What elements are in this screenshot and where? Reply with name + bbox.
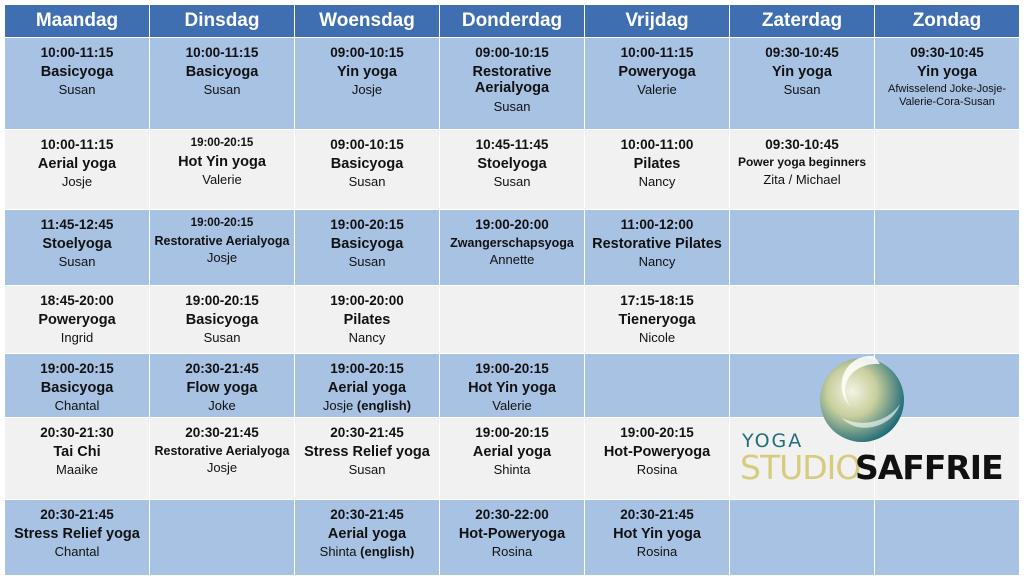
class-time: 19:00-20:15 (190, 217, 254, 229)
class-time: 19:00-20:15 (330, 361, 404, 376)
class-slot (295, 286, 440, 354)
empty-slot (730, 500, 875, 576)
class-teacher: Rosina (636, 544, 678, 560)
class-slot (585, 286, 730, 354)
class-teacher-line (442, 253, 582, 268)
class-teacher: Valerie (202, 172, 242, 188)
class-teacher: Valerie (637, 82, 677, 98)
class-time: 20:30-21:45 (185, 425, 259, 440)
class-slot (585, 130, 730, 210)
class-time: 18:45-20:00 (40, 293, 114, 308)
class-slot (440, 38, 585, 130)
empty-slot (875, 354, 1020, 418)
class-time: 09:30-10:45 (765, 137, 839, 152)
day-header-thursday: Donderdag (440, 5, 585, 38)
class-name: Yin yoga (917, 64, 977, 81)
class-slot (5, 38, 150, 130)
class-teacher-line (442, 399, 582, 414)
class-teacher-line (587, 545, 727, 560)
class-slot (440, 210, 585, 286)
class-time: 20:30-21:45 (185, 361, 259, 376)
class-teacher-line (7, 545, 147, 560)
language-note: (english) (360, 544, 415, 560)
empty-slot (730, 354, 875, 418)
class-time: 19:00-20:00 (330, 293, 404, 308)
class-time: 19:00-20:15 (190, 137, 254, 149)
class-teacher-line (877, 83, 1017, 108)
class-time: 19:00-20:15 (330, 217, 404, 232)
class-slot (150, 418, 295, 500)
class-slot (585, 418, 730, 500)
class-name: Tieneryoga (618, 312, 696, 329)
class-teacher: Valerie (492, 398, 532, 414)
class-time: 19:00-20:15 (475, 425, 549, 440)
class-slot (150, 130, 295, 210)
class-slot (585, 210, 730, 286)
logo-saffrie-text: SAFFRIE (855, 448, 1003, 487)
class-slot (295, 38, 440, 130)
class-teacher: Rosina (491, 544, 533, 560)
empty-slot (875, 130, 1020, 210)
class-time: 20:30-21:45 (620, 507, 694, 522)
class-teacher: Chantal (54, 398, 100, 414)
class-teacher-line (152, 331, 292, 346)
class-time: 19:00-20:15 (620, 425, 694, 440)
class-teacher-line (297, 255, 437, 270)
class-teacher: Susan (348, 462, 386, 478)
class-name: Aerial yoga (327, 526, 407, 543)
day-header-sunday: Zondag (875, 5, 1020, 38)
class-name: Stoelyoga (477, 156, 547, 173)
class-teacher-line (587, 175, 727, 190)
class-teacher: Josje (206, 249, 238, 265)
empty-slot (730, 418, 875, 500)
class-teacher-line (7, 399, 147, 414)
schedule-body (5, 38, 1020, 576)
class-teacher: Susan (203, 82, 241, 98)
class-time: 19:00-20:15 (40, 361, 114, 376)
empty-slot (875, 286, 1020, 354)
class-name: Restorative Pilates (592, 236, 722, 253)
class-time: 20:30-22:00 (475, 507, 549, 522)
class-teacher-line (7, 175, 147, 190)
class-time: 10:00-11:15 (185, 45, 259, 60)
class-teacher: Susan (493, 98, 531, 114)
day-header-wednesday: Woensdag (295, 5, 440, 38)
class-teacher-line (732, 173, 872, 188)
class-slot (440, 418, 585, 500)
schedule-row (5, 210, 1020, 286)
day-header-row (5, 5, 1020, 38)
class-slot (295, 418, 440, 500)
class-time: 10:00-11:15 (40, 45, 114, 60)
class-teacher-line (587, 331, 727, 346)
class-teacher-line (442, 545, 582, 560)
class-name: Aerial yoga (37, 156, 117, 173)
class-teacher: Susan (58, 82, 96, 98)
class-teacher: Shinta (493, 462, 531, 478)
class-slot (5, 130, 150, 210)
class-time: 10:00-11:15 (40, 137, 114, 152)
class-teacher: Nancy (638, 174, 676, 190)
class-teacher: Josje (322, 398, 354, 414)
schedule-row (5, 354, 1020, 418)
class-name: Basicyoga (330, 236, 404, 253)
class-name: Hot Yin yoga (468, 380, 556, 397)
class-slot (5, 500, 150, 576)
empty-slot (585, 354, 730, 418)
class-time: 20:30-21:45 (330, 507, 404, 522)
day-header-saturday: Zaterdag (730, 5, 875, 38)
class-slot (295, 210, 440, 286)
class-time: 20:30-21:45 (330, 425, 404, 440)
class-name: Hot Yin yoga (178, 153, 266, 170)
empty-slot (875, 500, 1020, 576)
schedule-row (5, 286, 1020, 354)
day-header-tuesday: Dinsdag (150, 5, 295, 38)
empty-slot (150, 500, 295, 576)
class-time: 09:30-10:45 (765, 45, 839, 60)
class-teacher: Zita / Michael (763, 171, 841, 187)
language-note: (english) (356, 398, 412, 414)
class-name: Stress Relief yoga (304, 444, 430, 461)
class-time: 11:00-12:00 (620, 217, 694, 232)
class-name: Restorative Aerialyoga (154, 233, 290, 248)
class-teacher: Josje (61, 174, 93, 190)
class-time: 09:00-10:15 (475, 45, 549, 60)
class-time: 19:00-20:15 (185, 293, 259, 308)
schedule-row (5, 418, 1020, 500)
class-teacher-line (7, 463, 147, 478)
class-time: 20:30-21:45 (40, 507, 114, 522)
class-teacher: Susan (203, 330, 241, 346)
schedule-row (5, 38, 1020, 130)
class-teacher-line (732, 83, 872, 98)
logo-yoga-text: YOGA (742, 430, 804, 452)
class-time: 09:30-10:45 (910, 45, 984, 60)
class-name: Aerial yoga (472, 444, 552, 461)
class-teacher-line (442, 175, 582, 190)
class-name: Yin yoga (772, 64, 832, 81)
class-name: Stoelyoga (42, 236, 112, 253)
class-teacher-line (152, 83, 292, 98)
class-teacher: Susan (783, 82, 821, 98)
class-slot (150, 38, 295, 130)
class-slot (295, 354, 440, 418)
empty-slot (440, 286, 585, 354)
class-teacher-line (7, 83, 147, 98)
class-name: Restorative Aerialyoga (472, 64, 552, 97)
class-teacher: Nicole (638, 330, 676, 346)
class-time: 09:00-10:15 (330, 45, 404, 60)
day-header-monday: Maandag (5, 5, 150, 38)
class-time: 19:00-20:15 (475, 361, 549, 376)
class-teacher-line (7, 255, 147, 270)
class-teacher-line (7, 331, 147, 346)
class-teacher-line (297, 399, 437, 414)
class-teacher-line (442, 100, 582, 115)
class-teacher: Susan (348, 254, 386, 270)
schedule-row (5, 130, 1020, 210)
class-teacher: Ingrid (60, 330, 94, 346)
class-name: Hot-Poweryoga (603, 444, 711, 461)
class-time: 19:00-20:00 (475, 217, 549, 232)
class-name: Basicyoga (40, 380, 114, 397)
class-slot (440, 354, 585, 418)
class-teacher-line (297, 545, 437, 560)
logo-studio-text: STUDIO (740, 448, 861, 487)
class-name: Basicyoga (330, 156, 404, 173)
class-name: Hot Yin yoga (613, 526, 701, 543)
class-name: Yin yoga (337, 64, 397, 81)
class-slot (585, 38, 730, 130)
class-slot (875, 38, 1020, 130)
class-time: 10:00-11:00 (620, 137, 694, 152)
class-slot (5, 210, 150, 286)
class-slot (150, 286, 295, 354)
class-time: 09:00-10:15 (330, 137, 404, 152)
class-name: Hot-Poweryoga (458, 526, 566, 543)
class-time: 17:15-18:15 (620, 293, 694, 308)
class-name: Pilates (343, 312, 391, 329)
class-teacher-line (152, 399, 292, 414)
class-teacher-line (587, 463, 727, 478)
class-slot (440, 500, 585, 576)
class-teacher: Maaike (56, 462, 98, 478)
class-name: Zwangerschapsyoga (450, 236, 574, 251)
class-name: Power yoga beginners (737, 155, 867, 170)
class-teacher-line (587, 255, 727, 270)
class-slot (150, 210, 295, 286)
class-teacher: Afwisselend Joke-Josje-Valerie-Cora-Susan (888, 83, 1006, 108)
empty-slot (875, 418, 1020, 500)
class-teacher: Susan (58, 254, 96, 270)
class-name: Poweryoga (618, 64, 696, 81)
class-slot (5, 354, 150, 418)
class-name: Restorative Aerialyoga (154, 444, 290, 459)
class-time: 20:30-21:30 (40, 425, 114, 440)
class-name: Pilates (633, 156, 681, 173)
class-name: Flow yoga (186, 380, 258, 397)
class-teacher: Shinta (319, 544, 357, 560)
class-teacher-line (297, 83, 437, 98)
class-slot (730, 130, 875, 210)
class-teacher-line (152, 251, 292, 266)
class-teacher-line (297, 463, 437, 478)
class-teacher: Chantal (54, 544, 100, 560)
class-teacher-line (152, 461, 292, 476)
class-teacher: Susan (348, 174, 386, 190)
class-teacher: Nancy (348, 330, 386, 346)
class-time: 11:45-12:45 (40, 217, 114, 232)
class-slot (5, 286, 150, 354)
class-name: Tai Chi (53, 444, 101, 461)
class-name: Stress Relief yoga (14, 526, 140, 543)
empty-slot (730, 286, 875, 354)
class-slot (5, 418, 150, 500)
class-slot (150, 354, 295, 418)
class-slot (295, 500, 440, 576)
empty-slot (730, 210, 875, 286)
class-name: Aerial yoga (327, 380, 407, 397)
class-teacher-line (587, 83, 727, 98)
class-teacher: Josje (351, 82, 383, 98)
class-time: 10:00-11:15 (620, 45, 694, 60)
class-slot (440, 130, 585, 210)
class-slot (585, 500, 730, 576)
class-teacher-line (297, 175, 437, 190)
class-name: Basicyoga (185, 312, 259, 329)
class-teacher: Annette (489, 252, 535, 268)
weekly-schedule-table (4, 4, 1020, 576)
schedule-row (5, 500, 1020, 576)
class-teacher-line (442, 463, 582, 478)
class-name: Basicyoga (40, 64, 114, 81)
class-teacher: Nancy (638, 254, 676, 270)
class-slot (295, 130, 440, 210)
class-teacher-line (297, 331, 437, 346)
class-time: 10:45-11:45 (475, 137, 549, 152)
class-teacher: Rosina (636, 462, 678, 478)
class-teacher-line (152, 173, 292, 188)
class-name: Poweryoga (38, 312, 116, 329)
class-slot (730, 38, 875, 130)
day-header-friday: Vrijdag (585, 5, 730, 38)
empty-slot (875, 210, 1020, 286)
class-teacher: Josje (206, 460, 238, 476)
class-name: Basicyoga (185, 64, 259, 81)
class-teacher: Susan (493, 174, 531, 190)
class-teacher: Joke (208, 398, 236, 414)
